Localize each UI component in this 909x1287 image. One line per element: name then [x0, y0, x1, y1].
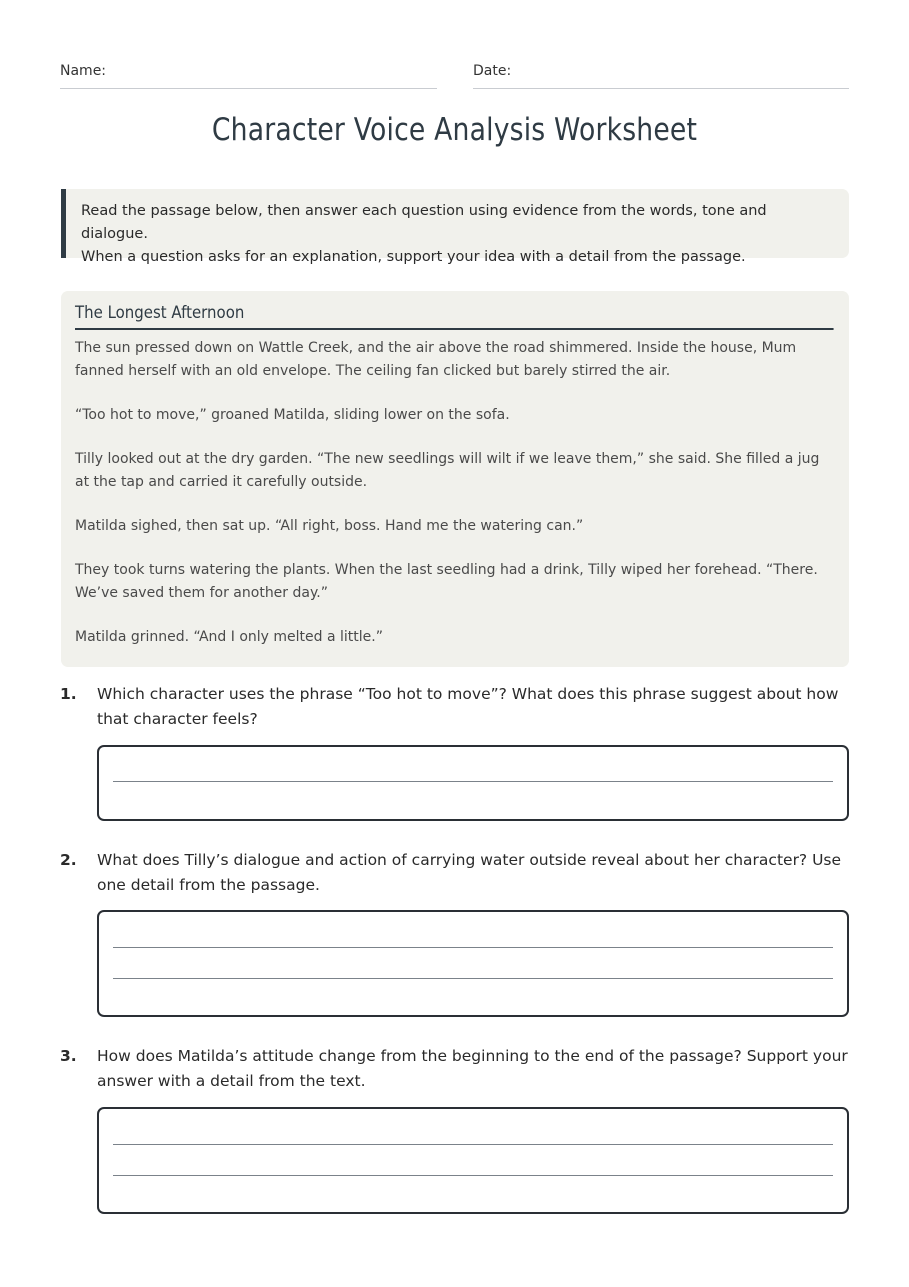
- answer-box-1[interactable]: [97, 745, 849, 821]
- answer-box-3[interactable]: [97, 1107, 849, 1214]
- question-number: 3.: [60, 1047, 77, 1065]
- answer-line: [113, 1144, 833, 1145]
- passage-paragraph: Matilda sighed, then sat up. “All right, boss. Hand me the watering can.”: [75, 518, 584, 534]
- instructions-box: [61, 189, 849, 265]
- question-text: How does Matilda’s attitude change from the beginning to the end of the passage? Support your answer with a detail from the text.: [97, 1047, 848, 1090]
- date-field[interactable]: [473, 60, 849, 89]
- answer-line: [113, 1175, 833, 1176]
- name-label: Name:: [60, 63, 107, 79]
- answer-line: [113, 781, 833, 782]
- passage-paragraph: They took turns watering the plants. When the last seedling had a drink, Tilly wiped her forehead. “There. We’ve saved them for another day.”: [75, 562, 818, 601]
- question-text: Which character uses the phrase “Too hot to move”? What does this phrase suggest about how that character feels?: [97, 685, 839, 728]
- question-number: 1.: [60, 685, 77, 703]
- question-text: What does Tilly’s dialogue and action of carrying water outside reveal about her character? Use one detail from the passage.: [97, 851, 842, 894]
- passage-paragraph: The sun pressed down on Wattle Creek, and the air above the road shimmered. Inside the house, Mum fanned herself with an old envelope. The ceiling fan clicked but barely stirred the air.: [75, 340, 797, 379]
- passage-paragraph: Tilly looked out at the dry garden. “The new seedlings will wilt if we leave them,” she said. She filled a jug at the tap and carried it carefully outside.: [75, 451, 820, 490]
- answer-line: [113, 978, 833, 979]
- name-field[interactable]: [60, 60, 437, 89]
- passage-paragraph: “Too hot to move,” groaned Matilda, sliding lower on the sofa.: [75, 407, 510, 423]
- question-number: 2.: [60, 851, 77, 869]
- passage-title: The Longest Afternoon: [75, 303, 834, 330]
- reading-passage: [61, 291, 849, 667]
- passage-paragraph: Matilda grinned. “And I only melted a little.”: [75, 629, 383, 645]
- worksheet-title: Character Voice Analysis Worksheet: [211, 112, 698, 148]
- answer-box-2[interactable]: [97, 910, 849, 1017]
- date-label: Date:: [473, 63, 512, 79]
- instructions-line-2: When a question asks for an explanation, support your idea with a detail from the passage.: [81, 249, 746, 265]
- answer-line: [113, 947, 833, 948]
- instructions-line-1: Read the passage below, then answer each question using evidence from the words, tone and dialogue.: [81, 203, 767, 242]
